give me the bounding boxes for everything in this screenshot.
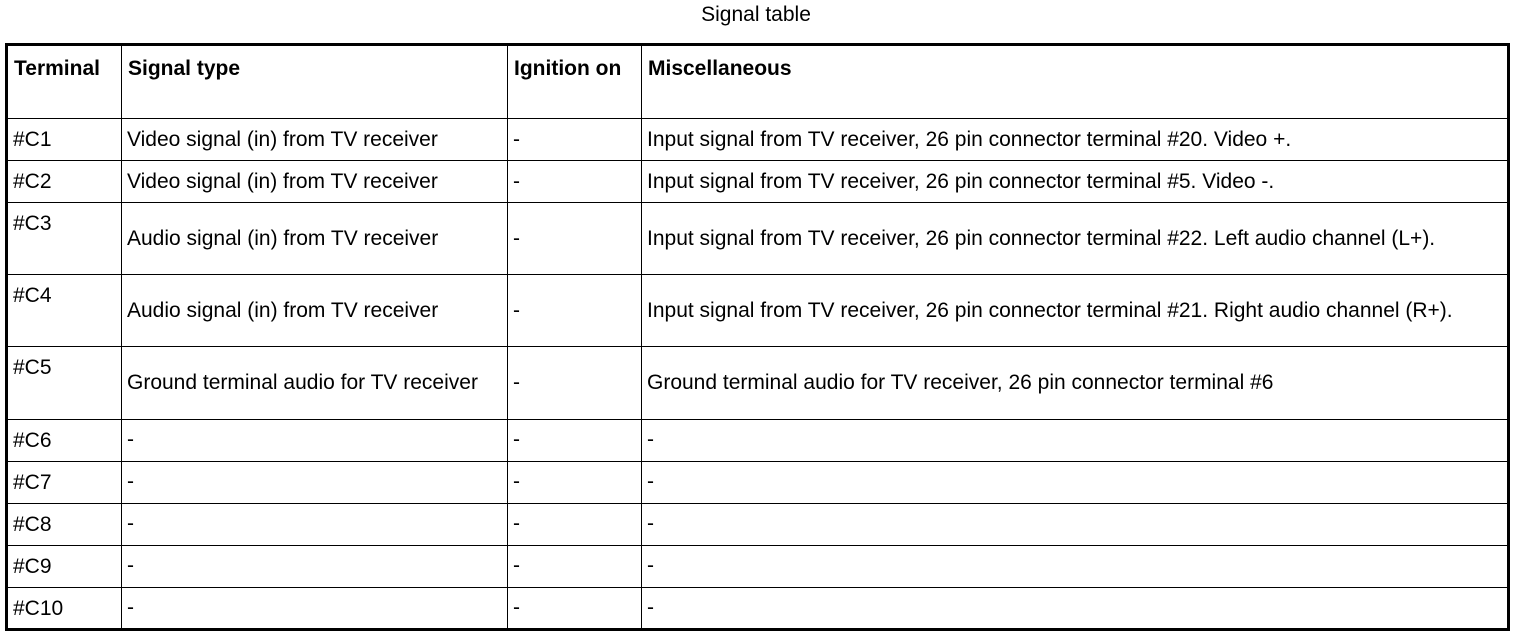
- table-caption: Signal table: [701, 3, 811, 26]
- cell-signal-type: -: [122, 545, 508, 587]
- table-row: [7, 461, 1509, 503]
- table-row: [7, 419, 1509, 461]
- cell-terminal: #C9: [7, 545, 122, 587]
- cell-signal-type: -: [122, 461, 508, 503]
- cell-terminal: #C10: [7, 587, 122, 629]
- cell-terminal: #C6: [7, 419, 122, 461]
- cell-signal-type: Audio signal (in) from TV receiver: [122, 203, 508, 275]
- cell-signal-type: Video signal (in) from TV receiver: [122, 161, 508, 203]
- table-row: [7, 545, 1509, 587]
- cell-signal-type: Ground terminal audio for TV receiver: [122, 347, 508, 419]
- cell-miscellaneous: -: [642, 419, 1509, 461]
- cell-ignition-on: -: [508, 545, 642, 587]
- table-row: [7, 275, 1509, 347]
- cell-terminal: #C7: [7, 461, 122, 503]
- cell-terminal: #C1: [7, 119, 122, 161]
- cell-terminal: #C8: [7, 503, 122, 545]
- cell-signal-type: Video signal (in) from TV receiver: [122, 119, 508, 161]
- cell-terminal: #C2: [7, 161, 122, 203]
- cell-ignition-on: -: [508, 461, 642, 503]
- cell-miscellaneous: -: [642, 545, 1509, 587]
- cell-terminal: #C4: [7, 275, 122, 347]
- header-signal-type: Signal type: [122, 45, 508, 119]
- cell-signal-type: Audio signal (in) from TV receiver: [122, 275, 508, 347]
- header-ignition-on: Ignition on: [508, 45, 642, 119]
- table-row: [7, 161, 1509, 203]
- cell-ignition-on: -: [508, 419, 642, 461]
- cell-miscellaneous: -: [642, 461, 1509, 503]
- cell-signal-type: -: [122, 503, 508, 545]
- cell-signal-type: -: [122, 419, 508, 461]
- header-miscellaneous: Miscellaneous: [642, 45, 1509, 119]
- table-row: [7, 347, 1509, 419]
- table-row: [7, 503, 1509, 545]
- cell-miscellaneous: -: [642, 587, 1509, 629]
- cell-miscellaneous: Ground terminal audio for TV receiver, 26 pin connector terminal #6: [642, 347, 1509, 419]
- cell-ignition-on: -: [508, 587, 642, 629]
- cell-ignition-on: -: [508, 203, 642, 275]
- cell-terminal: #C3: [7, 203, 122, 275]
- header-terminal: Terminal: [7, 45, 122, 119]
- cell-ignition-on: -: [508, 347, 642, 419]
- cell-miscellaneous: Input signal from TV receiver, 26 pin connector terminal #5. Video -.: [642, 161, 1509, 203]
- cell-miscellaneous: -: [642, 503, 1509, 545]
- signal-table: [5, 43, 1510, 631]
- cell-ignition-on: -: [508, 161, 642, 203]
- table-row: [7, 119, 1509, 161]
- table-row: [7, 203, 1509, 275]
- cell-miscellaneous: Input signal from TV receiver, 26 pin connector terminal #20. Video +.: [642, 119, 1509, 161]
- cell-ignition-on: -: [508, 503, 642, 545]
- cell-miscellaneous: Input signal from TV receiver, 26 pin connector terminal #21. Right audio channel (R+).: [642, 275, 1509, 347]
- table-row: [7, 587, 1509, 629]
- cell-signal-type: -: [122, 587, 508, 629]
- cell-miscellaneous: Input signal from TV receiver, 26 pin connector terminal #22. Left audio channel (L+).: [642, 203, 1509, 275]
- cell-terminal: #C5: [7, 347, 122, 419]
- cell-ignition-on: -: [508, 275, 642, 347]
- cell-ignition-on: -: [508, 119, 642, 161]
- table-header-row: [7, 45, 1509, 119]
